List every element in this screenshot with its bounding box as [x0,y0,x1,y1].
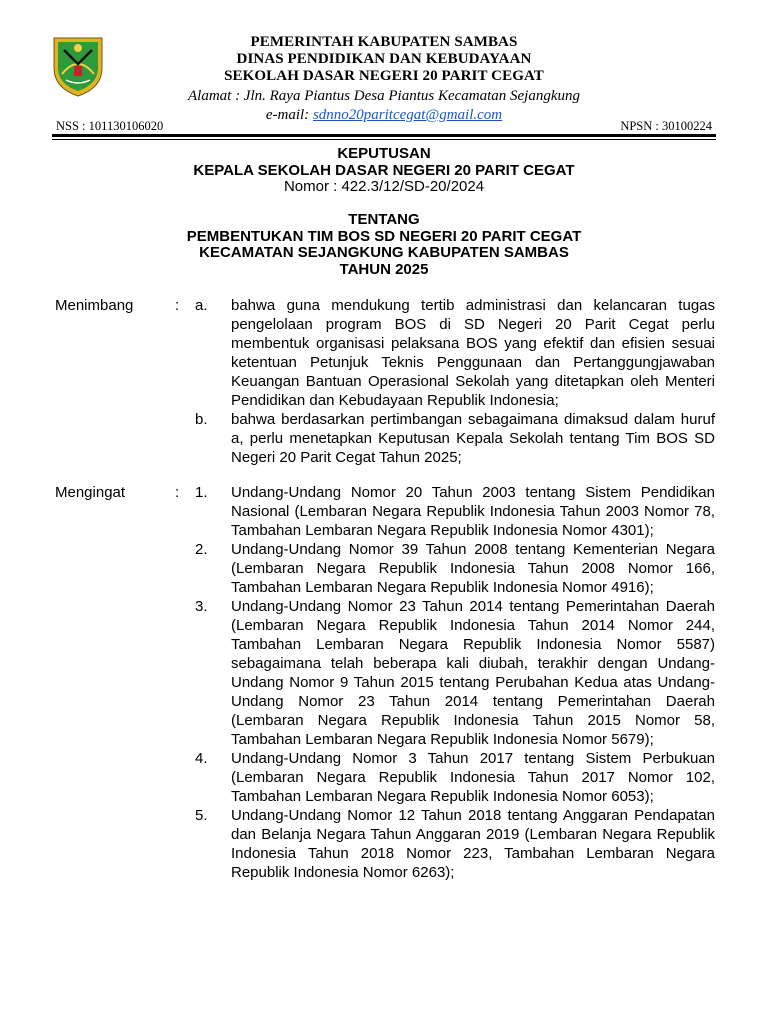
item-text: Undang-Undang Nomor 39 Tahun 2008 tentang Kementerian Negara (Lembaran Negara Republik Indonesia Tahun 2008 Nomor 166, Tambahan Lembaran Negara Republik Indonesia Nomor 4916); [231,541,715,596]
item-text: bahwa guna mendukung tertib administrasi dan kelancaran tugas pengelolaan program BOS di SD Negeri 20 Parit Cegat perlu membentuk organisasi pelaksana BOS yang efektif dan efisien sesuai ketentuan Petunjuk Teknis Penggunaan dan Pertanggungjawaban Keuangan Bantuan Operasional Sekolah yang ditetapkan oleh Menteri Pendidikan dan Kebudayaan Republik Indonesia; [231,297,715,409]
item-number: a. [195,297,208,314]
item-number: 3. [195,598,208,615]
item-text: Undang-Undang Nomor 12 Tahun 2018 tentang Anggaran Pendapatan dan Belanja Negara Tahun Anggaran 2019 (Lembaran Negara Republik Indonesia Tahun 2018 Nomor 223, Tambahan Lembaran Negara Republik Indonesia Nomor 6263); [231,807,715,881]
email-label: e-mail: [265,107,313,123]
item-text: Undang-Undang Nomor 3 Tahun 2017 tentang Sistem Perbukuan (Lembaran Negara Republik Indonesia Tahun 2017 Nomor 102, Tambahan Lembaran Negara Republik Indonesia Nomor 6053); [231,750,715,805]
menimbang-colon: : [175,297,180,314]
subject-line: KECAMATAN SEJANGKUNG KABUPATEN SAMBAS [199,244,569,261]
item-number: 1. [195,484,208,501]
list-item [0,806,768,882]
item-text: Undang-Undang Nomor 23 Tahun 2014 tentang Pemerintahan Daerah (Lembaran Negara Republik Indonesia Tahun 2014 Nomor 244, Tambahan Lembaran Negara Republik Indonesia Nomor 5587) sebagaimana telah beberapa kali diubah, terakhir dengan Undang-Undang Nomor 9 Tahun 2015 tentang Perubahan Kedua atas Undang-Undang Nomor 23 Tahun 2014 tentang Pemerintahan Daerah (Lembaran Negara Republik Indonesia Tahun 2015 Nomor 58, Tambahan Lembaran Negara Republik Indonesia Nomor 5679); [231,598,715,748]
item-number: 4. [195,750,208,767]
subject-line: PEMBENTUKAN TIM BOS SD NEGERI 20 PARIT CEGAT [186,227,582,245]
letterhead-rule-thick [52,134,716,137]
subject-heading: TENTANG [348,211,420,228]
list-item [0,597,768,749]
item-number: 2. [195,541,208,558]
npsn-number: NPSN : 30100224 [620,119,712,133]
subject-line: TAHUN 2025 [339,260,429,278]
decree-number: Nomor : 422.3/12/SD-20/2024 [283,178,485,195]
letterhead-rule-thin [52,139,716,140]
sambas-regency-emblem-icon [50,34,106,98]
letterhead-email-line [130,106,638,124]
nss-number: NSS : 101130106020 [56,119,164,133]
mengingat-colon: : [175,484,180,501]
list-item [0,483,768,540]
letterhead-school: SEKOLAH DASAR NEGERI 20 PARIT CEGAT [224,68,544,84]
letterhead-government: PEMERINTAH KABUPATEN SAMBAS [250,34,518,50]
item-text: bahwa berdasarkan pertimbangan sebagaimana dimaksud dalam huruf a, perlu menetapkan Keputusan Kepala Sekolah tentang Tim BOS SD Negeri 20 Parit Cegat Tahun 2025; [231,411,715,466]
mengingat-section [0,483,768,882]
decree-subject [52,212,716,278]
decree-issuer: KEPALA SEKOLAH DASAR NEGERI 20 PARIT CEGAT [193,161,575,179]
item-number: b. [195,411,208,428]
mengingat-label: Mengingat [55,484,126,501]
list-item [0,296,768,410]
menimbang-label: Menimbang [55,297,134,314]
email-link[interactable]: sdnno20paritcegat@gmail.com [312,107,503,123]
list-item [0,749,768,806]
decree-title [52,146,716,196]
item-number: 5. [195,807,208,824]
letterhead-address: Alamat : Jln. Raya Piantus Desa Piantus Kecamatan Sejangkung [187,88,581,104]
letterhead-department: DINAS PENDIDIKAN DAN KEBUDAYAAN [236,51,532,67]
list-item [0,410,768,467]
decree-heading: KEPUTUSAN [337,145,431,162]
menimbang-section [0,296,768,467]
list-item [0,540,768,597]
letterhead [130,34,638,124]
item-text: Undang-Undang Nomor 20 Tahun 2003 tentang Sistem Pendidikan Nasional (Lembaran Negara Republik Indonesia Tahun 2003 Nomor 78, Tambahan Lembaran Negara Republik Indonesia Nomor 4301); [231,484,715,539]
